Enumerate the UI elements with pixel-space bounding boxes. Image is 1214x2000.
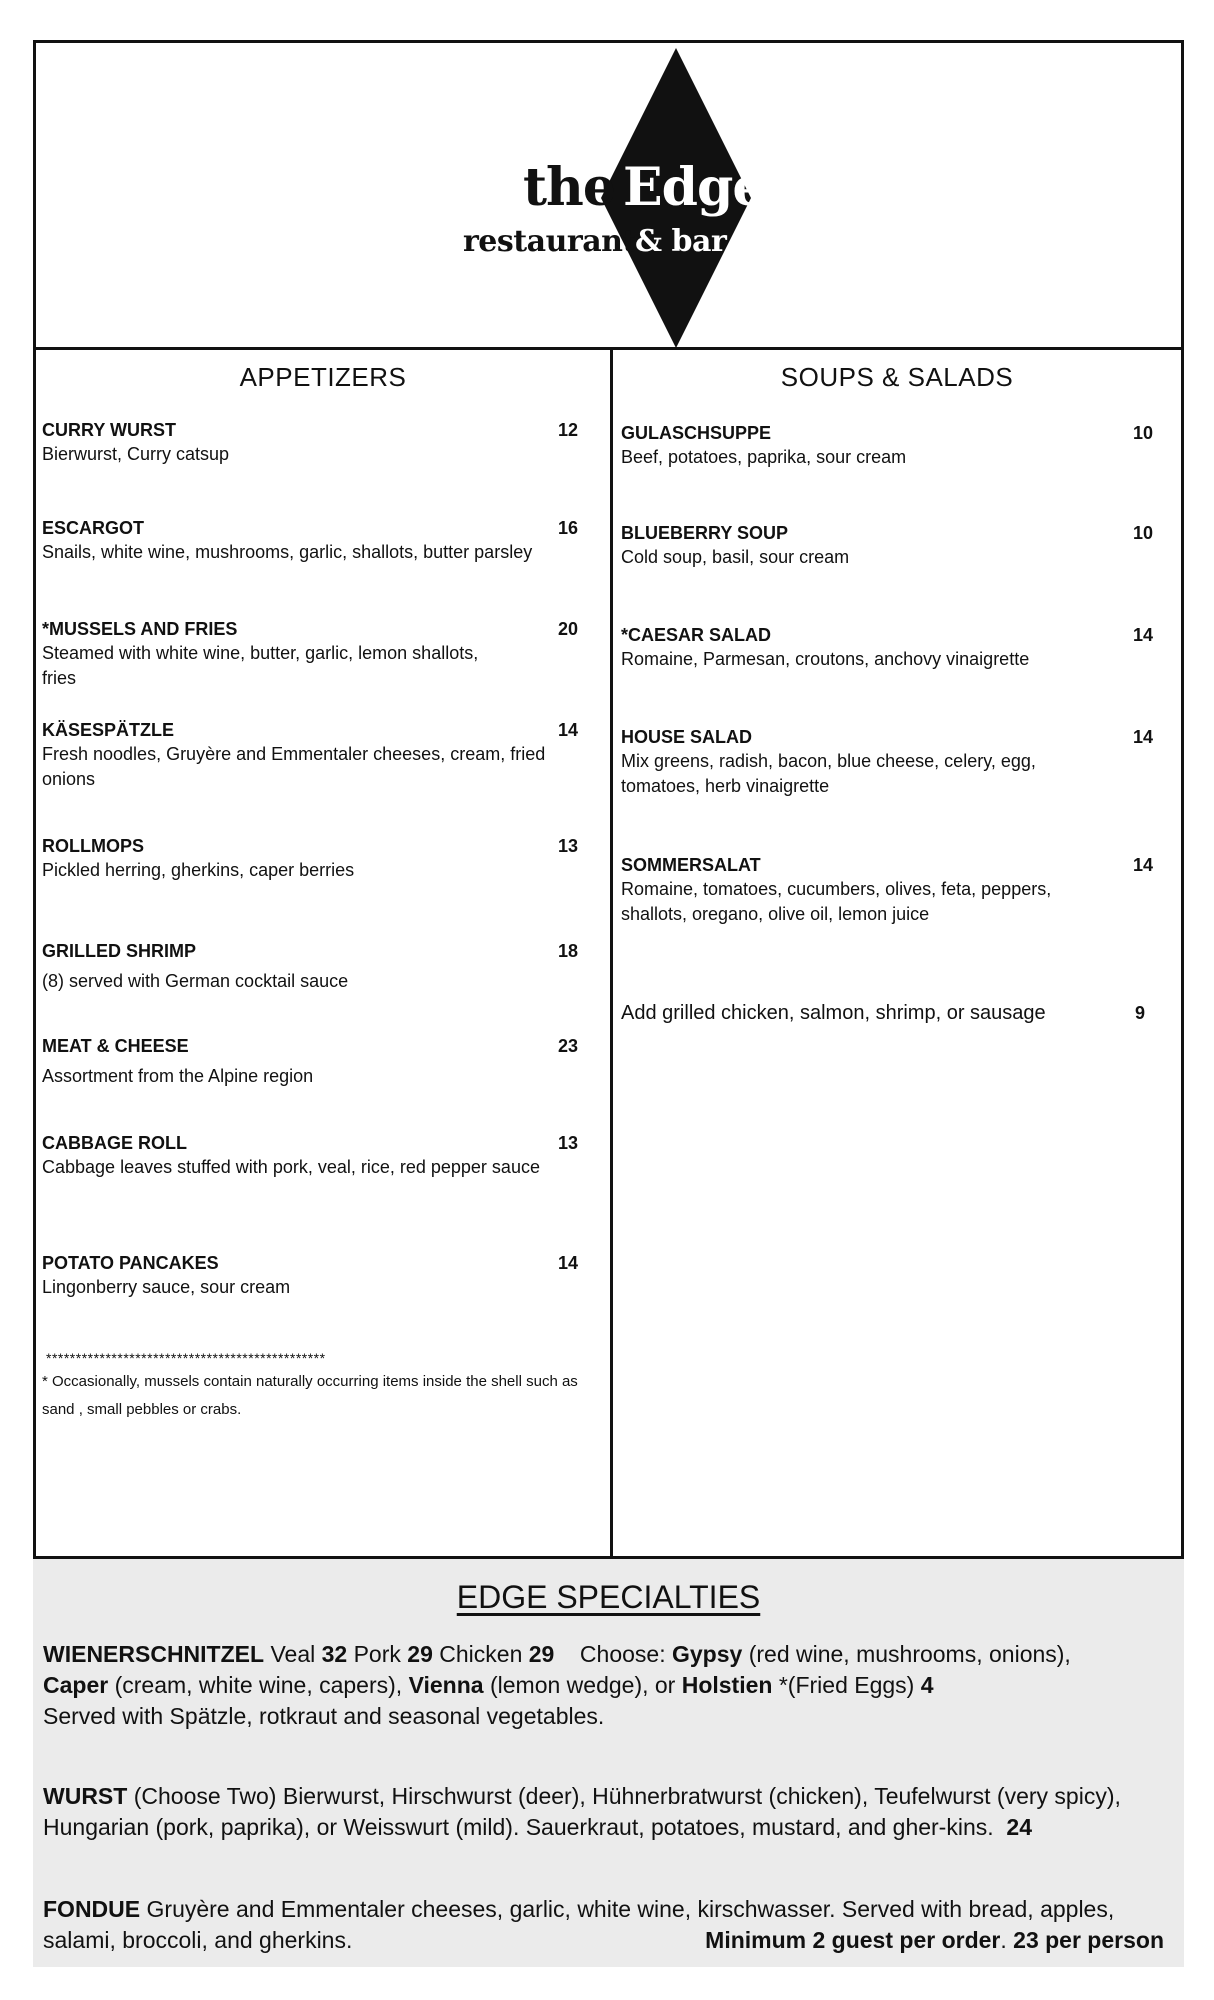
menu-item <box>42 834 578 883</box>
vienna-desc: (lemon wedge), or <box>489 1672 676 1698</box>
menu-header <box>33 40 1184 350</box>
item-description: Assortment from the Alpine region <box>42 1066 314 1086</box>
item-description: (8) served with German cocktail sauce <box>42 971 349 991</box>
wienerschnitzel-served: Served with Spätzle, rotkraut and seasonal vegetables. <box>43 1703 605 1729</box>
item-name: SOMMERSALAT <box>621 855 761 875</box>
item-name: GRILLED SHRIMP <box>42 941 197 961</box>
wurst-item <box>43 1781 1163 1843</box>
item-price: 13 <box>557 836 578 856</box>
item-description: Mix greens, radish, bacon, blue cheese, celery, egg, tomatoes, herb vinaigrette <box>621 751 1036 796</box>
item-name: GULASCHSUPPE <box>621 423 772 443</box>
gypsy-style: Gypsy <box>671 1641 743 1667</box>
menu-item <box>42 418 578 467</box>
gypsy-desc: (red wine, mushrooms, onions), <box>748 1641 1071 1667</box>
item-name: ESCARGOT <box>42 518 145 538</box>
item-name: *MUSSELS AND FRIES <box>42 619 238 639</box>
item-name: HOUSE SALAD <box>621 727 753 747</box>
menu-item <box>621 725 1153 799</box>
item-price: 14 <box>557 720 578 740</box>
menu-item <box>42 516 578 565</box>
item-price: 16 <box>557 518 578 538</box>
logo-the: the <box>523 157 615 218</box>
item-price: 10 <box>1132 523 1153 543</box>
item-name: CABBAGE ROLL <box>42 1133 187 1153</box>
pork-price: 29 <box>407 1641 433 1667</box>
item-price: 20 <box>557 619 578 639</box>
item-description: Romaine, tomatoes, cucumbers, olives, feta, peppers, shallots, oregano, olive oil, lemon juice <box>621 879 1052 924</box>
item-description: Steamed with white wine, butter, garlic, lemon shallots, fries <box>42 643 479 688</box>
chicken-price: 29 <box>528 1641 555 1667</box>
addon-protein <box>621 1000 1145 1026</box>
holstien-price: 4 <box>920 1672 934 1698</box>
item-price: 10 <box>1132 423 1153 443</box>
menu-item <box>42 939 578 994</box>
appetizers-title: APPETIZERS <box>239 362 407 392</box>
menu-item <box>621 421 1153 470</box>
vienna-style: Vienna <box>408 1672 484 1698</box>
menu-item <box>42 1251 578 1300</box>
wienerschnitzel-name: WIENERSCHNITZEL <box>43 1641 265 1667</box>
item-description: Cabbage leaves stuffed with pork, veal, rice, red pepper sauce <box>42 1157 540 1177</box>
menu-item <box>42 1034 578 1089</box>
logo-edge: Edge <box>623 157 765 218</box>
asterisk-divider: *********************************************** <box>46 1350 326 1366</box>
item-price: 14 <box>1132 625 1153 645</box>
item-name: CURRY WURST <box>42 420 176 440</box>
item-name: POTATO PANCAKES <box>42 1253 219 1273</box>
fondue-minimum-text: Minimum 2 guest per order <box>705 1927 1001 1953</box>
item-price: 14 <box>557 1253 578 1273</box>
fondue-minimum: Minimum 2 guest per order. 23 per person <box>705 1927 1164 1953</box>
item-name: BLUEBERRY SOUP <box>621 523 789 543</box>
pork-label: Pork <box>353 1641 401 1667</box>
wurst-price: 24 <box>1006 1814 1033 1840</box>
item-description: Lingonberry sauce, sour cream <box>42 1277 291 1297</box>
menu-item <box>42 1131 578 1180</box>
logo-top-line <box>33 158 1184 218</box>
item-description: Romaine, Parmesan, croutons, anchovy vinaigrette <box>621 649 1030 669</box>
item-name: ROLLMOPS <box>42 836 144 856</box>
item-description: Bierwurst, Curry catsup <box>42 444 230 464</box>
edge-specialties-section <box>33 1556 1184 1967</box>
menu-item <box>621 853 1153 927</box>
item-description: Fresh noodles, Gruyère and Emmentaler cheeses, cream, fried onions <box>42 744 546 789</box>
item-price: 14 <box>1132 727 1153 747</box>
holstien-style: Holstien <box>681 1672 773 1698</box>
addon-text: Add grilled chicken, salmon, shrimp, or sausage <box>621 1002 1046 1024</box>
choose-label: Choose: <box>579 1641 666 1667</box>
holstien-desc: *(Fried Eggs) <box>778 1672 915 1698</box>
item-price: 14 <box>1132 855 1153 875</box>
logo-restaurant: restaurant <box>463 224 636 259</box>
item-name: MEAT & CHEESE <box>42 1036 189 1056</box>
fondue-price: 23 per person <box>1013 1927 1164 1953</box>
caper-style: Caper <box>43 1672 109 1698</box>
item-price: 18 <box>557 941 578 961</box>
soups-salads-title: SOUPS & SALADS <box>780 362 1014 392</box>
menu-item <box>42 718 578 792</box>
wienerschnitzel-item <box>43 1639 1163 1732</box>
mussels-footnote: * Occasionally, mussels contain naturally occurring items inside the shell such as sand , small pebbles or crabs. <box>42 1373 578 1418</box>
item-price: 23 <box>557 1036 578 1056</box>
item-description: Cold soup, basil, sour cream <box>621 547 850 567</box>
veal-label: Veal <box>270 1641 316 1667</box>
item-description: Pickled herring, gherkins, caper berries <box>42 860 355 880</box>
specialties-title: EDGE SPECIALTIES <box>456 1579 761 1615</box>
menu-item <box>621 521 1153 570</box>
fondue-desc: Gruyère and Emmentaler cheeses, garlic, white wine, kirschwasser. Served with bread, apples, salami, broccoli, and gherkins. <box>43 1896 1115 1953</box>
column-divider <box>610 350 613 1556</box>
fondue-name: FONDUE <box>43 1896 141 1922</box>
wurst-desc: (Choose Two) Bierwurst, Hirschwurst (deer), Hühnerbratwurst (chicken), Teufelwurst (very spicy), Hungarian (pork, paprika), or Weisswurt (mild). Sauerkraut, potatoes, mustard, and gher-kins. <box>43 1783 1121 1840</box>
menu-item <box>621 623 1153 672</box>
item-description: Snails, white wine, mushrooms, garlic, shallots, butter parsley <box>42 542 533 562</box>
menu-item <box>42 617 578 691</box>
caper-desc: (cream, white wine, capers), <box>114 1672 403 1698</box>
addon-price: 9 <box>1134 1003 1145 1023</box>
logo-and-bar: & bar <box>635 224 727 259</box>
wurst-name: WURST <box>43 1783 128 1809</box>
item-name: KÄSESPÄTZLE <box>42 720 175 740</box>
item-description: Beef, potatoes, paprika, sour cream <box>621 447 907 467</box>
item-name: *CAESAR SALAD <box>621 625 772 645</box>
logo-bottom-line <box>33 222 1184 262</box>
chicken-label: Chicken <box>439 1641 523 1667</box>
veal-price: 32 <box>321 1641 348 1667</box>
item-price: 12 <box>557 420 578 440</box>
item-price: 13 <box>557 1133 578 1153</box>
